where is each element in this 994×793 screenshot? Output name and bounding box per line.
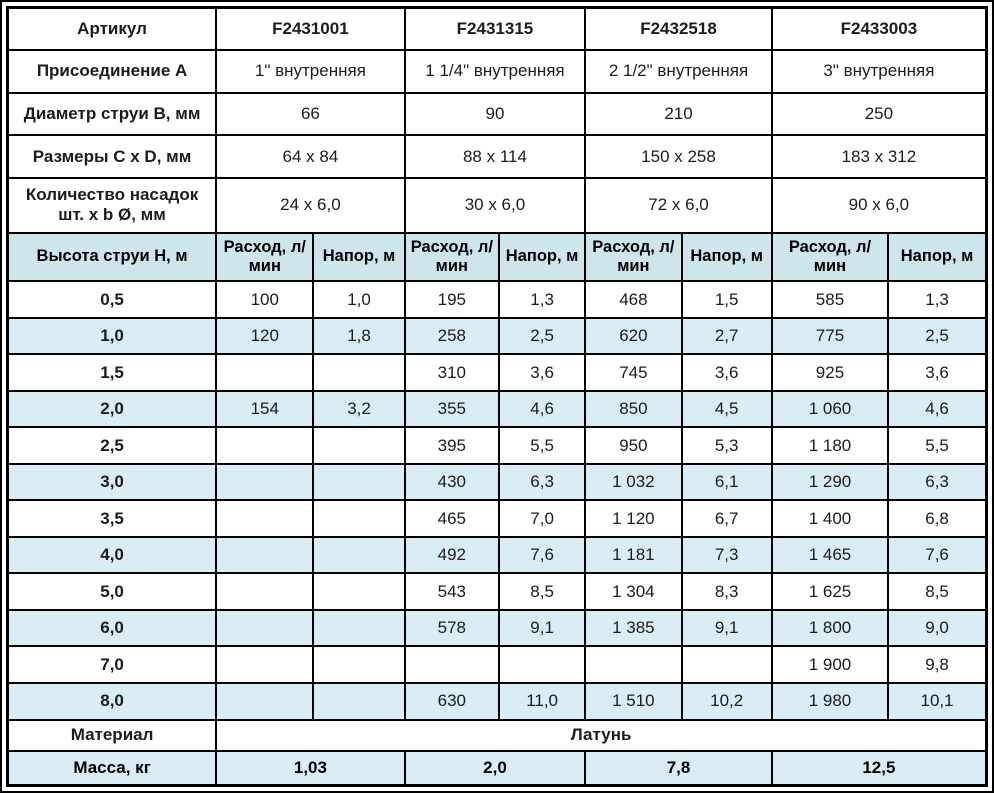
flow-value-cell: 395 bbox=[405, 427, 499, 464]
spec-value-cell: F2431315 bbox=[405, 8, 586, 51]
flow-value-cell: 492 bbox=[405, 537, 499, 574]
flow-value-cell: 468 bbox=[585, 281, 681, 318]
jet-height-cell: 8,0 bbox=[8, 683, 217, 720]
flow-value-cell: 850 bbox=[585, 391, 681, 428]
spec-row bbox=[8, 8, 987, 51]
head-value-cell: 10,2 bbox=[682, 683, 772, 720]
jet-data-row bbox=[8, 391, 987, 428]
head-value-cell: 6,1 bbox=[682, 464, 772, 501]
flow-value-cell: 1 290 bbox=[772, 464, 888, 501]
jet-height-cell: 3,5 bbox=[8, 500, 217, 537]
spec-value-cell: 1" внутренняя bbox=[216, 50, 405, 93]
flow-value-cell bbox=[216, 427, 313, 464]
spec-value-cell: 90 bbox=[405, 93, 586, 136]
spec-row bbox=[8, 50, 987, 93]
head-value-cell: 2,5 bbox=[888, 318, 986, 355]
flow-value-cell: 630 bbox=[405, 683, 499, 720]
head-value-cell: 2,5 bbox=[499, 318, 585, 355]
material-value: Латунь bbox=[216, 720, 986, 751]
head-value-cell: 9,8 bbox=[888, 646, 986, 683]
spec-value-cell: 88 x 114 bbox=[405, 135, 586, 178]
flow-header: Расход, л/мин bbox=[772, 233, 888, 282]
head-value-cell bbox=[313, 354, 404, 391]
spec-value-cell: 66 bbox=[216, 93, 405, 136]
flow-value-cell: 465 bbox=[405, 500, 499, 537]
flow-value-cell: 120 bbox=[216, 318, 313, 355]
mass-value-cell: 12,5 bbox=[772, 751, 987, 786]
spec-value-cell: 250 bbox=[772, 93, 987, 136]
spec-value-cell: 210 bbox=[585, 93, 772, 136]
flow-value-cell bbox=[216, 464, 313, 501]
spec-row-label: Присоединение A bbox=[8, 50, 217, 93]
jet-data-row bbox=[8, 464, 987, 501]
head-value-cell bbox=[313, 683, 404, 720]
spec-table-body bbox=[8, 8, 987, 786]
jet-data-row bbox=[8, 683, 987, 720]
head-value-cell: 9,1 bbox=[682, 610, 772, 647]
spec-row bbox=[8, 135, 987, 178]
head-value-cell: 6,7 bbox=[682, 500, 772, 537]
jet-height-cell: 7,0 bbox=[8, 646, 217, 683]
flow-value-cell bbox=[216, 683, 313, 720]
flow-value-cell: 1 510 bbox=[585, 683, 681, 720]
jet-height-cell: 1,5 bbox=[8, 354, 217, 391]
mass-value-cell: 1,03 bbox=[216, 751, 405, 786]
head-value-cell: 11,0 bbox=[499, 683, 585, 720]
head-value-cell: 4,5 bbox=[682, 391, 772, 428]
spec-row-label: Диаметр струи B, мм bbox=[8, 93, 217, 136]
spec-row-label: Количество насадок шт. x b Ø, мм bbox=[8, 178, 217, 233]
head-value-cell: 8,3 bbox=[682, 573, 772, 610]
flow-value-cell: 430 bbox=[405, 464, 499, 501]
material-label: Материал bbox=[8, 720, 217, 751]
spec-value-cell: 183 x 312 bbox=[772, 135, 987, 178]
head-value-cell bbox=[682, 646, 772, 683]
material-row bbox=[8, 720, 987, 751]
mass-value-cell: 7,8 bbox=[585, 751, 772, 786]
spec-value-cell: 1 1/4" внутренняя bbox=[405, 50, 586, 93]
head-value-cell bbox=[499, 646, 585, 683]
flow-value-cell: 195 bbox=[405, 281, 499, 318]
flow-value-cell: 310 bbox=[405, 354, 499, 391]
head-value-cell: 3,6 bbox=[888, 354, 986, 391]
spec-row-label: Размеры C x D, мм bbox=[8, 135, 217, 178]
flow-value-cell bbox=[216, 646, 313, 683]
flow-value-cell: 1 900 bbox=[772, 646, 888, 683]
flow-header: Расход, л/мин bbox=[216, 233, 313, 282]
spec-value-cell: 72 x 6,0 bbox=[585, 178, 772, 233]
head-value-cell: 1,5 bbox=[682, 281, 772, 318]
flow-value-cell: 1 304 bbox=[585, 573, 681, 610]
jet-data-row bbox=[8, 646, 987, 683]
spec-value-cell: 2 1/2" внутренняя bbox=[585, 50, 772, 93]
flow-value-cell: 775 bbox=[772, 318, 888, 355]
spec-value-cell: F2433003 bbox=[772, 8, 987, 51]
head-value-cell bbox=[313, 537, 404, 574]
head-value-cell: 4,6 bbox=[888, 391, 986, 428]
jet-height-cell: 1,0 bbox=[8, 318, 217, 355]
head-header: Напор, м bbox=[499, 233, 585, 282]
flow-value-cell: 1 181 bbox=[585, 537, 681, 574]
head-value-cell: 1,8 bbox=[313, 318, 404, 355]
head-value-cell bbox=[313, 610, 404, 647]
spec-value-cell: F2432518 bbox=[585, 8, 772, 51]
mass-label: Масса, кг bbox=[8, 751, 217, 786]
head-value-cell: 1,0 bbox=[313, 281, 404, 318]
flow-value-cell: 543 bbox=[405, 573, 499, 610]
flow-value-cell: 1 465 bbox=[772, 537, 888, 574]
jet-height-cell: 2,0 bbox=[8, 391, 217, 428]
jet-data-row bbox=[8, 537, 987, 574]
head-value-cell: 7,6 bbox=[888, 537, 986, 574]
head-value-cell: 2,7 bbox=[682, 318, 772, 355]
jet-header-row bbox=[8, 233, 987, 282]
head-value-cell: 9,0 bbox=[888, 610, 986, 647]
head-value-cell: 10,1 bbox=[888, 683, 986, 720]
head-value-cell: 5,5 bbox=[499, 427, 585, 464]
spec-row-label: Артикул bbox=[8, 8, 217, 51]
flow-value-cell: 1 032 bbox=[585, 464, 681, 501]
flow-value-cell: 925 bbox=[772, 354, 888, 391]
spec-value-cell: 150 x 258 bbox=[585, 135, 772, 178]
head-value-cell bbox=[313, 427, 404, 464]
flow-value-cell: 950 bbox=[585, 427, 681, 464]
flow-value-cell: 1 385 bbox=[585, 610, 681, 647]
head-value-cell: 4,6 bbox=[499, 391, 585, 428]
flow-value-cell: 100 bbox=[216, 281, 313, 318]
jet-data-row bbox=[8, 427, 987, 464]
flow-value-cell: 1 400 bbox=[772, 500, 888, 537]
flow-value-cell: 578 bbox=[405, 610, 499, 647]
flow-value-cell: 1 980 bbox=[772, 683, 888, 720]
head-value-cell: 6,3 bbox=[499, 464, 585, 501]
flow-value-cell bbox=[216, 354, 313, 391]
flow-value-cell: 1 120 bbox=[585, 500, 681, 537]
flow-value-cell: 355 bbox=[405, 391, 499, 428]
product-spec-table bbox=[6, 6, 988, 787]
head-value-cell: 3,6 bbox=[499, 354, 585, 391]
head-value-cell: 3,2 bbox=[313, 391, 404, 428]
mass-row bbox=[8, 751, 987, 786]
head-value-cell: 9,1 bbox=[499, 610, 585, 647]
head-header: Напор, м bbox=[682, 233, 772, 282]
head-value-cell: 7,6 bbox=[499, 537, 585, 574]
head-value-cell bbox=[313, 573, 404, 610]
spec-value-cell: 64 x 84 bbox=[216, 135, 405, 178]
head-value-cell: 5,5 bbox=[888, 427, 986, 464]
flow-value-cell bbox=[216, 573, 313, 610]
head-value-cell: 1,3 bbox=[499, 281, 585, 318]
flow-value-cell bbox=[405, 646, 499, 683]
head-value-cell: 6,3 bbox=[888, 464, 986, 501]
head-value-cell: 5,3 bbox=[682, 427, 772, 464]
flow-value-cell: 620 bbox=[585, 318, 681, 355]
head-value-cell bbox=[313, 464, 404, 501]
head-value-cell: 8,5 bbox=[888, 573, 986, 610]
jet-height-cell: 0,5 bbox=[8, 281, 217, 318]
head-value-cell: 7,0 bbox=[499, 500, 585, 537]
flow-value-cell: 1 800 bbox=[772, 610, 888, 647]
flow-value-cell: 585 bbox=[772, 281, 888, 318]
jet-height-cell: 5,0 bbox=[8, 573, 217, 610]
jet-data-row bbox=[8, 500, 987, 537]
spec-row bbox=[8, 178, 987, 233]
jet-height-cell: 4,0 bbox=[8, 537, 217, 574]
head-value-cell: 3,6 bbox=[682, 354, 772, 391]
head-value-cell bbox=[313, 500, 404, 537]
jet-height-cell: 3,0 bbox=[8, 464, 217, 501]
flow-value-cell: 1 180 bbox=[772, 427, 888, 464]
head-value-cell: 8,5 bbox=[499, 573, 585, 610]
mass-value-cell: 2,0 bbox=[405, 751, 586, 786]
head-header: Напор, м bbox=[313, 233, 404, 282]
jet-height-cell: 2,5 bbox=[8, 427, 217, 464]
flow-value-cell: 154 bbox=[216, 391, 313, 428]
head-value-cell bbox=[313, 646, 404, 683]
spec-row bbox=[8, 93, 987, 136]
spec-value-cell: 30 x 6,0 bbox=[405, 178, 586, 233]
spec-value-cell: 24 x 6,0 bbox=[216, 178, 405, 233]
spec-value-cell: F2431001 bbox=[216, 8, 405, 51]
flow-value-cell: 745 bbox=[585, 354, 681, 391]
flow-value-cell bbox=[585, 646, 681, 683]
flow-header: Расход, л/мин bbox=[405, 233, 499, 282]
jet-height-header: Высота струи H, м bbox=[8, 233, 217, 282]
jet-data-row bbox=[8, 281, 987, 318]
spec-value-cell: 3" внутренняя bbox=[772, 50, 987, 93]
jet-data-row bbox=[8, 318, 987, 355]
flow-value-cell: 1 060 bbox=[772, 391, 888, 428]
head-header: Напор, м bbox=[888, 233, 986, 282]
flow-value-cell bbox=[216, 500, 313, 537]
flow-value-cell bbox=[216, 537, 313, 574]
jet-height-cell: 6,0 bbox=[8, 610, 217, 647]
flow-value-cell bbox=[216, 610, 313, 647]
jet-data-row bbox=[8, 610, 987, 647]
head-value-cell: 7,3 bbox=[682, 537, 772, 574]
spec-value-cell: 90 x 6,0 bbox=[772, 178, 987, 233]
jet-data-row bbox=[8, 573, 987, 610]
head-value-cell: 1,3 bbox=[888, 281, 986, 318]
head-value-cell: 6,8 bbox=[888, 500, 986, 537]
flow-value-cell: 258 bbox=[405, 318, 499, 355]
jet-data-row bbox=[8, 354, 987, 391]
flow-header: Расход, л/мин bbox=[585, 233, 681, 282]
flow-value-cell: 1 625 bbox=[772, 573, 888, 610]
